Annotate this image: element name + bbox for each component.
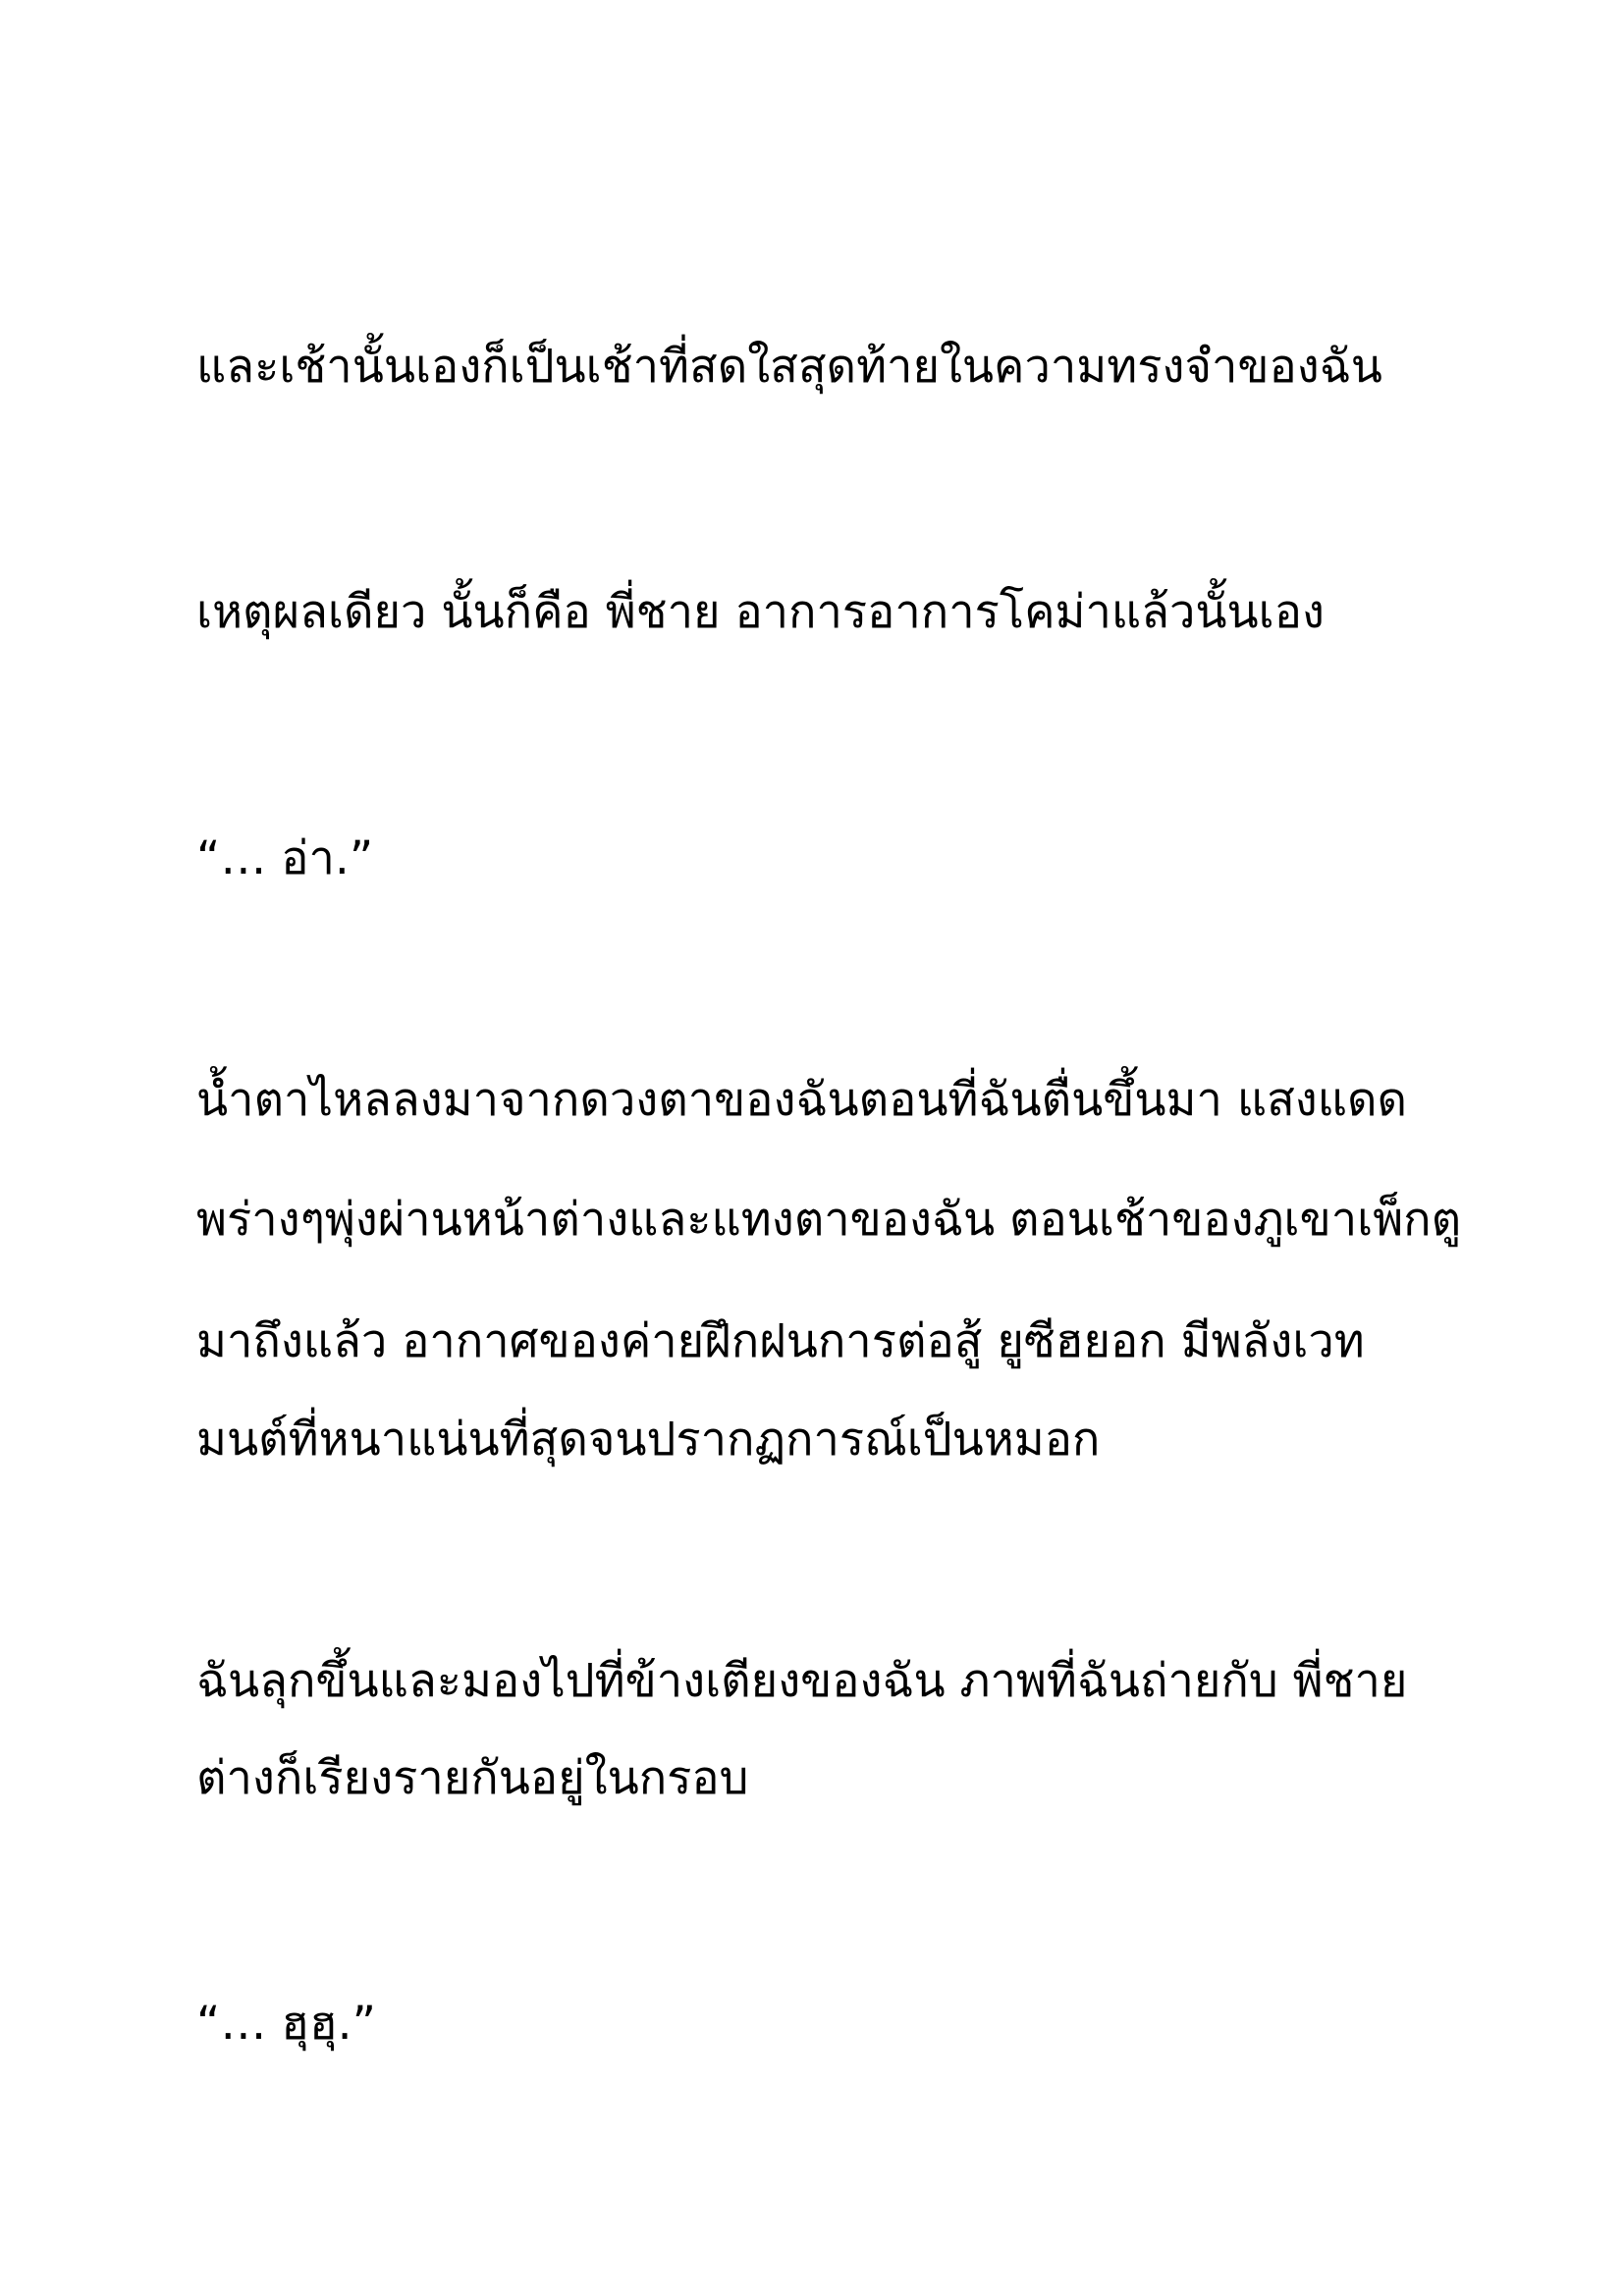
paragraph-5-line-1: ฉันลุกขึ้นและมองไปที่ข้างเตียงของฉัน ภาพที่ฉันถ่ายกับ พี่ชาย	[196, 1654, 1408, 1708]
paragraph-2-line-1: เหตุผลเดียว นั้นก็คือ พี่ชาย อาการอาการโคม่าแล้วนั้นเอง	[196, 585, 1325, 639]
paragraph-6-line-1: “… ฮุฮุ.”	[196, 1997, 376, 2051]
paragraph-4-line-1: น้ำตาไหลลงมาจากดวงตาของฉันตอนที่ฉันตื่นขึ้นมา แสงแดด	[196, 1073, 1408, 1127]
paragraph-4-line-3: มาถึงแล้ว อากาศของค่ายฝึกฝนการต่อสู้ ยูซีฮยอก มีพลังเวท	[196, 1314, 1365, 1368]
paragraph-3-line-1: “… อ่า.”	[196, 831, 374, 885]
paragraph-4-line-2: พร่างๆพุ่งผ่านหน้าต่างและแทงตาของฉัน ตอนเช้าของภูเขาเพ็กตู	[196, 1193, 1462, 1247]
paragraph-5-line-2: ต่างก็เรียงรายกันอยู่ในกรอบ	[196, 1751, 749, 1805]
paragraph-4-line-4: มนต์ที่หนาแน่นที่สุดจนปรากฏการณ์เป็นหมอก	[196, 1413, 1101, 1467]
paragraph-1-line-1: และเช้านั้นเองก็เป็นเช้าที่สดใสสุดท้ายในความทรงจำของฉัน	[196, 340, 1382, 394]
